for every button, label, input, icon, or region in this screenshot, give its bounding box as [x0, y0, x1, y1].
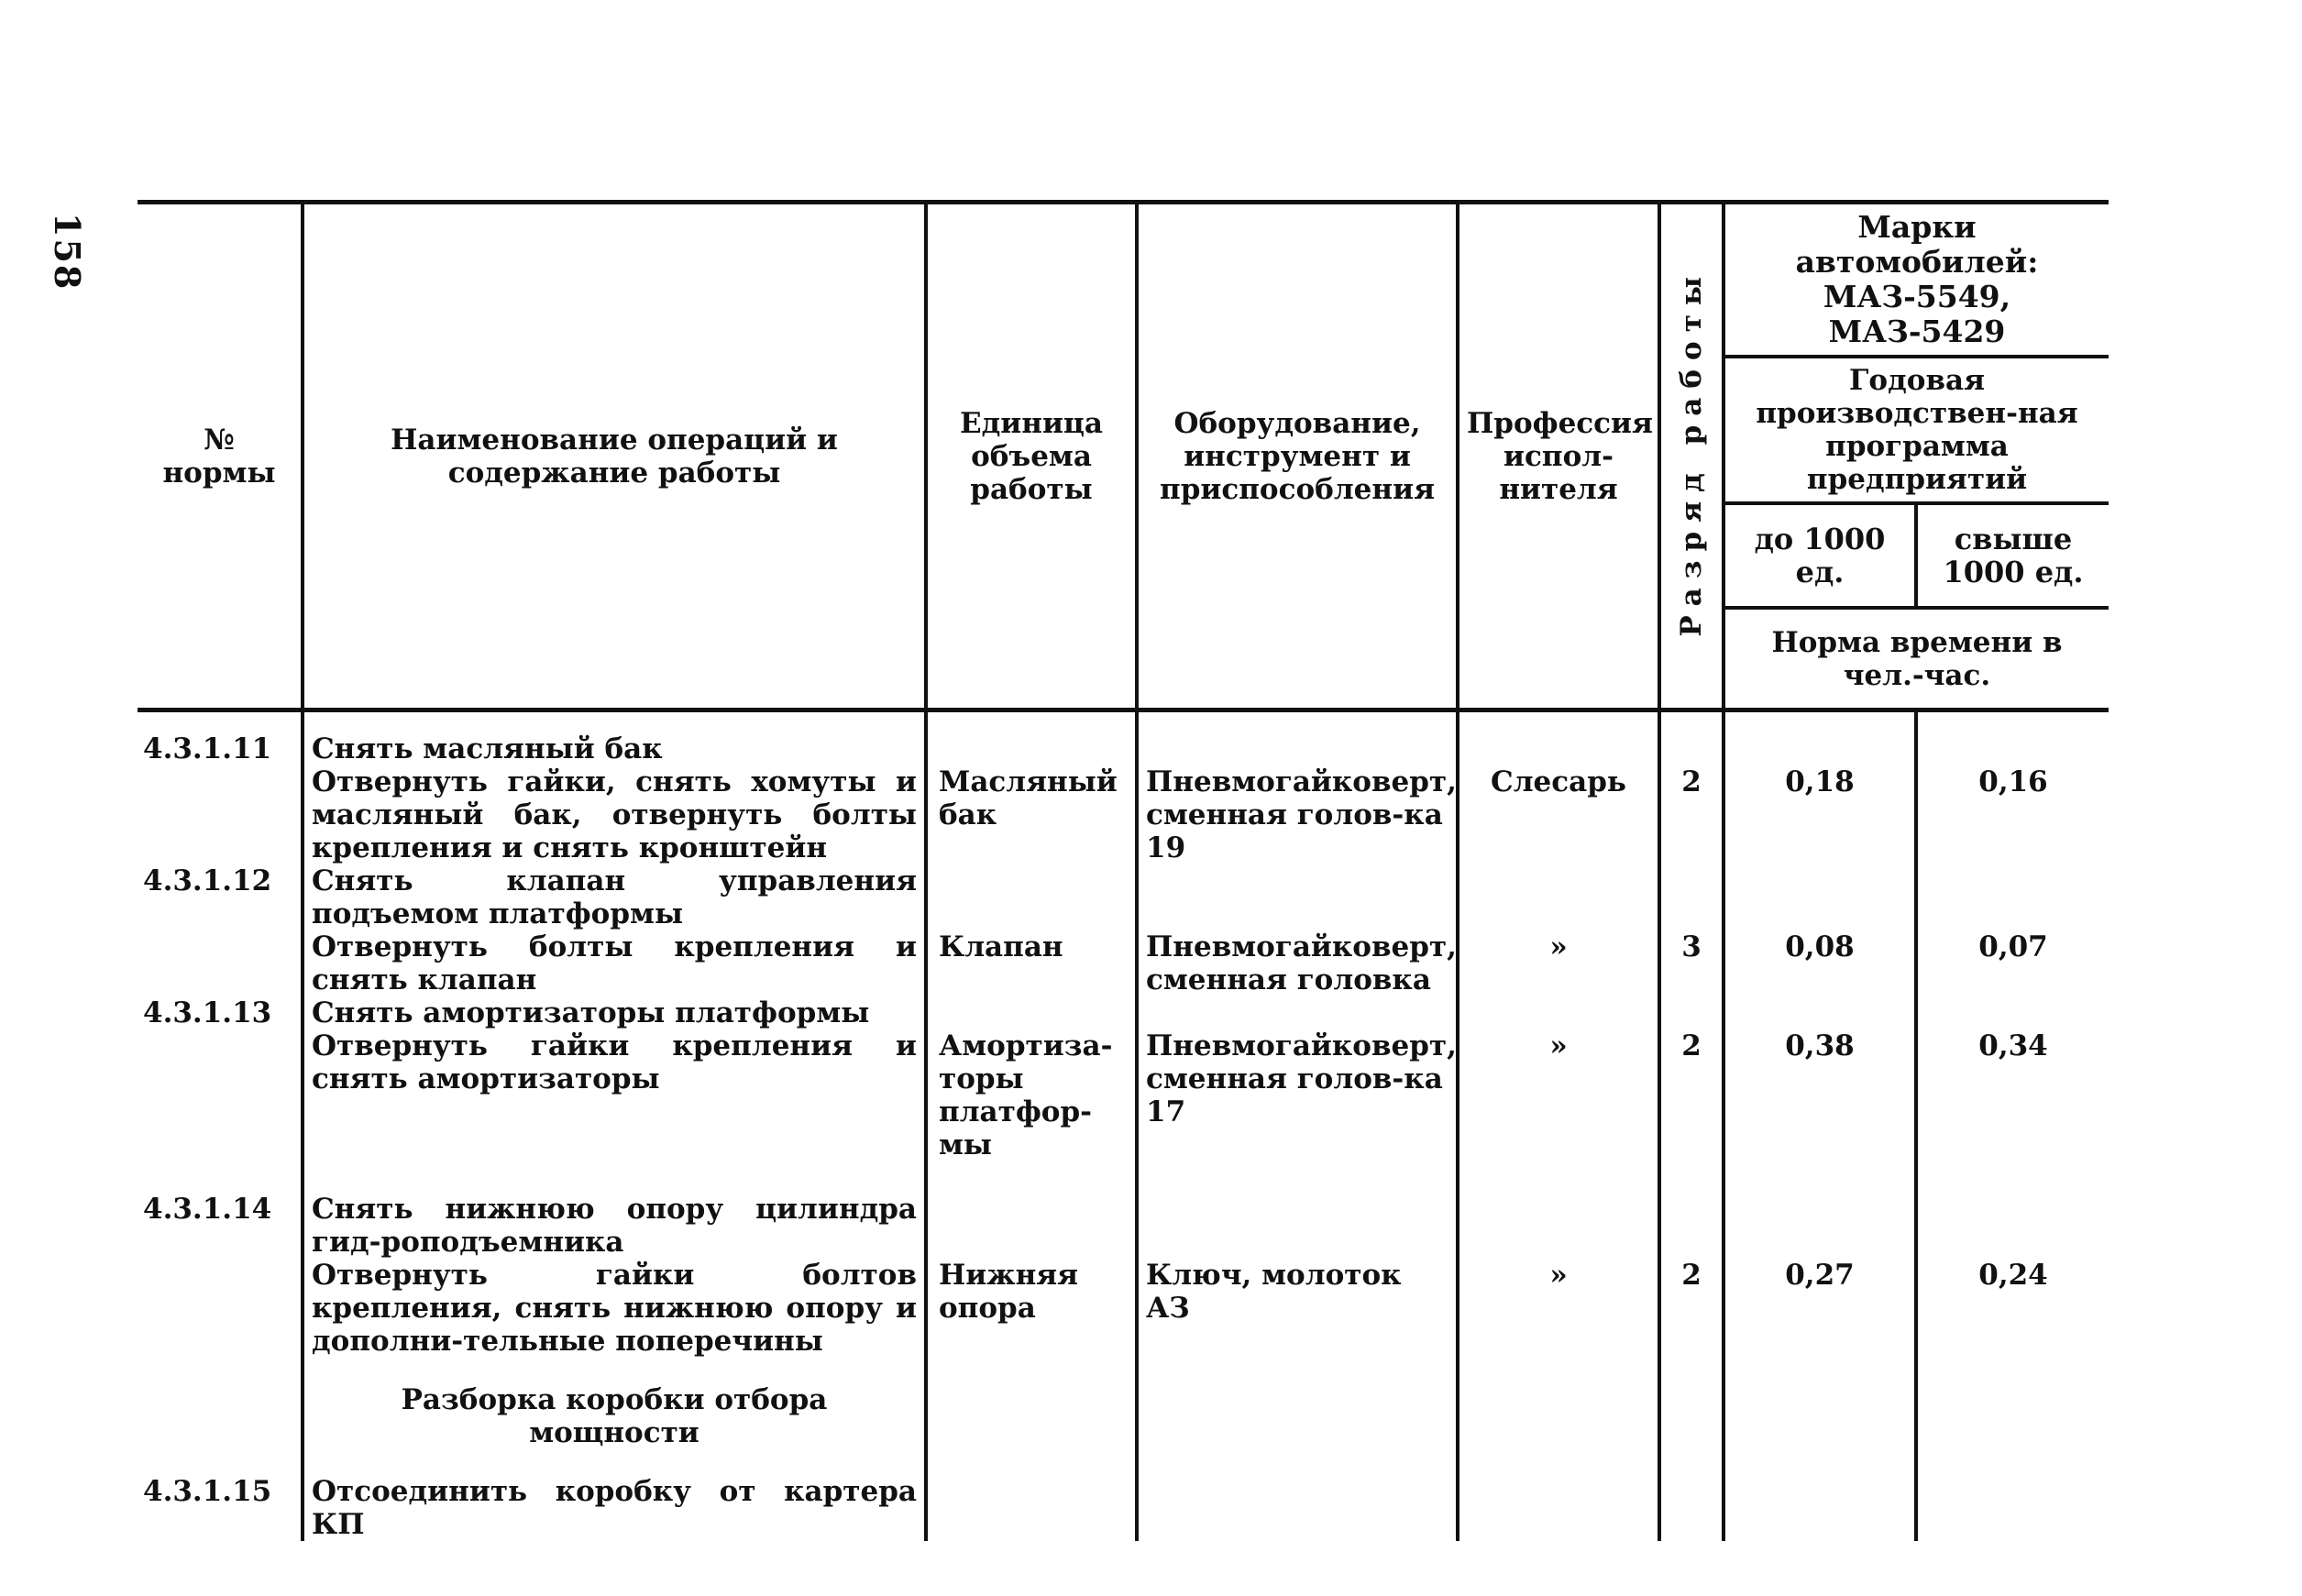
unit-cell — [926, 864, 1137, 996]
norm-number: 4.3.1.12 — [143, 864, 272, 897]
rank-value: 2 — [1681, 1259, 1702, 1292]
header-norm-number: № нормы — [138, 203, 303, 710]
norm-over-1000-cell — [1916, 1193, 2109, 1358]
rank-value: 2 — [1681, 1029, 1702, 1062]
norms-table — [138, 200, 2109, 1541]
norm-up-to-1000-cell — [1724, 996, 1916, 1161]
norm-over-1000-value: 0,07 — [1978, 930, 2048, 963]
equipment-cell — [1137, 1193, 1458, 1358]
header-over-1000: свыше 1000 ед. — [1916, 503, 2109, 608]
operation-title: Снять масляный бак — [312, 732, 663, 765]
operation-title: Отсоединить коробку от картера КП — [312, 1475, 917, 1541]
norm-over-1000-value: 0,16 — [1978, 765, 2048, 798]
norm-number: 4.3.1.11 — [143, 732, 272, 765]
operation-content: Отвернуть гайки, снять хомуты и масляный бак, отвернуть болты крепления и снять кронштейн — [312, 765, 917, 864]
header-operation: Наименование операций и содержание работы — [303, 203, 926, 710]
operation-title: Снять амортизаторы платформы — [312, 996, 870, 1029]
header-rank-label: Разряд работы — [1675, 268, 1708, 637]
table-row — [138, 864, 2109, 996]
rank-cell — [1659, 1193, 1724, 1358]
profession-value: » — [1549, 1259, 1568, 1292]
operation-cell — [303, 996, 926, 1161]
profession-value: » — [1549, 1029, 1568, 1062]
unit-value: Амортиза-торы платфор-мы — [939, 1029, 1113, 1161]
equipment-cell — [1137, 864, 1458, 996]
profession-cell — [1458, 710, 1659, 865]
header-annual-program: Годовая производствен-ная программа предприятий — [1724, 357, 2109, 503]
profession-cell — [1458, 864, 1659, 996]
operation-cell — [303, 1193, 926, 1358]
norm-up-to-1000-cell — [1724, 864, 1916, 996]
rank-cell — [1659, 710, 1724, 865]
equipment-cell — [1137, 710, 1458, 865]
norm-over-1000-cell — [1916, 996, 2109, 1161]
operation-content: Отвернуть гайки болтов крепления, снять нижнюю опору и дополни-тельные поперечины — [312, 1259, 917, 1358]
operation-title: Снять клапан управления подъемом платформы — [312, 864, 917, 930]
rank-value: 3 — [1681, 930, 1702, 963]
equipment-cell — [1137, 996, 1458, 1161]
unit-value: Масляный бак — [939, 765, 1118, 831]
section-row — [138, 1358, 2109, 1475]
unit-cell — [926, 1193, 1137, 1358]
profession-value: » — [1549, 930, 1568, 963]
norm-up-to-1000-value: 0,27 — [1785, 1259, 1855, 1292]
header-unit: Единица объема работы — [926, 203, 1137, 710]
rank-cell — [1659, 996, 1724, 1161]
section-title: Разборка коробки отбора мощности — [303, 1358, 926, 1475]
spacer-row — [138, 1161, 2109, 1193]
profession-value: Слесарь — [1491, 765, 1626, 798]
header-rank — [1659, 203, 1724, 710]
table-body — [138, 710, 2109, 1542]
norm-over-1000-value: 0,34 — [1978, 1029, 2048, 1062]
unit-cell — [926, 710, 1137, 865]
norm-up-to-1000-cell — [1724, 710, 1916, 865]
table-row — [138, 1475, 2109, 1541]
norm-up-to-1000-value: 0,08 — [1785, 930, 1855, 963]
table-row — [138, 996, 2109, 1161]
rank-cell — [1659, 864, 1724, 996]
norms-table-wrapper — [138, 200, 2109, 1541]
equipment-value: Ключ, молоток АЗ — [1146, 1259, 1402, 1325]
unit-value: Нижняя опора — [939, 1259, 1079, 1325]
header-equipment: Оборудование, инструмент и приспособления — [1137, 203, 1458, 710]
profession-cell — [1458, 996, 1659, 1161]
unit-cell — [926, 996, 1137, 1161]
rank-value: 2 — [1681, 765, 1702, 798]
operation-cell — [303, 710, 926, 865]
header-time-norm: Норма времени в чел.-час. — [1724, 608, 2109, 710]
norm-number: 4.3.1.13 — [143, 996, 272, 1029]
operation-content: Отвернуть болты крепления и снять клапан — [312, 930, 917, 996]
table-row — [138, 710, 2109, 865]
equipment-value: Пневмогайковерт, сменная головка — [1146, 930, 1457, 996]
norm-over-1000-cell — [1916, 864, 2109, 996]
norm-number: 4.3.1.15 — [143, 1475, 272, 1508]
operation-cell — [303, 864, 926, 996]
operation-content: Отвернуть гайки крепления и снять амортизаторы — [312, 1029, 917, 1095]
table-row — [138, 1193, 2109, 1358]
header-up-to-1000: до 1000 ед. — [1724, 503, 1916, 608]
norm-up-to-1000-value: 0,38 — [1785, 1029, 1855, 1062]
equipment-value: Пневмогайковерт, сменная голов-ка 19 — [1146, 765, 1457, 864]
header-profession: Профессия испол-нителя — [1458, 203, 1659, 710]
unit-value: Клапан — [939, 930, 1063, 963]
operation-title: Снять нижнюю опору цилиндра гид-роподъемника — [312, 1193, 917, 1259]
norm-over-1000-value: 0,24 — [1978, 1259, 2048, 1292]
header-vehicle-brands: Марки автомобилей: МАЗ-5549, МАЗ-5429 — [1724, 203, 2109, 358]
profession-cell — [1458, 1193, 1659, 1358]
equipment-value: Пневмогайковерт, сменная голов-ка 17 — [1146, 1029, 1457, 1128]
page-number: 158 — [47, 213, 88, 292]
norm-up-to-1000-cell — [1724, 1193, 1916, 1358]
norm-up-to-1000-value: 0,18 — [1785, 765, 1855, 798]
norm-over-1000-cell — [1916, 710, 2109, 865]
norm-number: 4.3.1.14 — [143, 1193, 272, 1226]
operation-cell — [303, 1475, 926, 1541]
table-header — [138, 203, 2109, 710]
